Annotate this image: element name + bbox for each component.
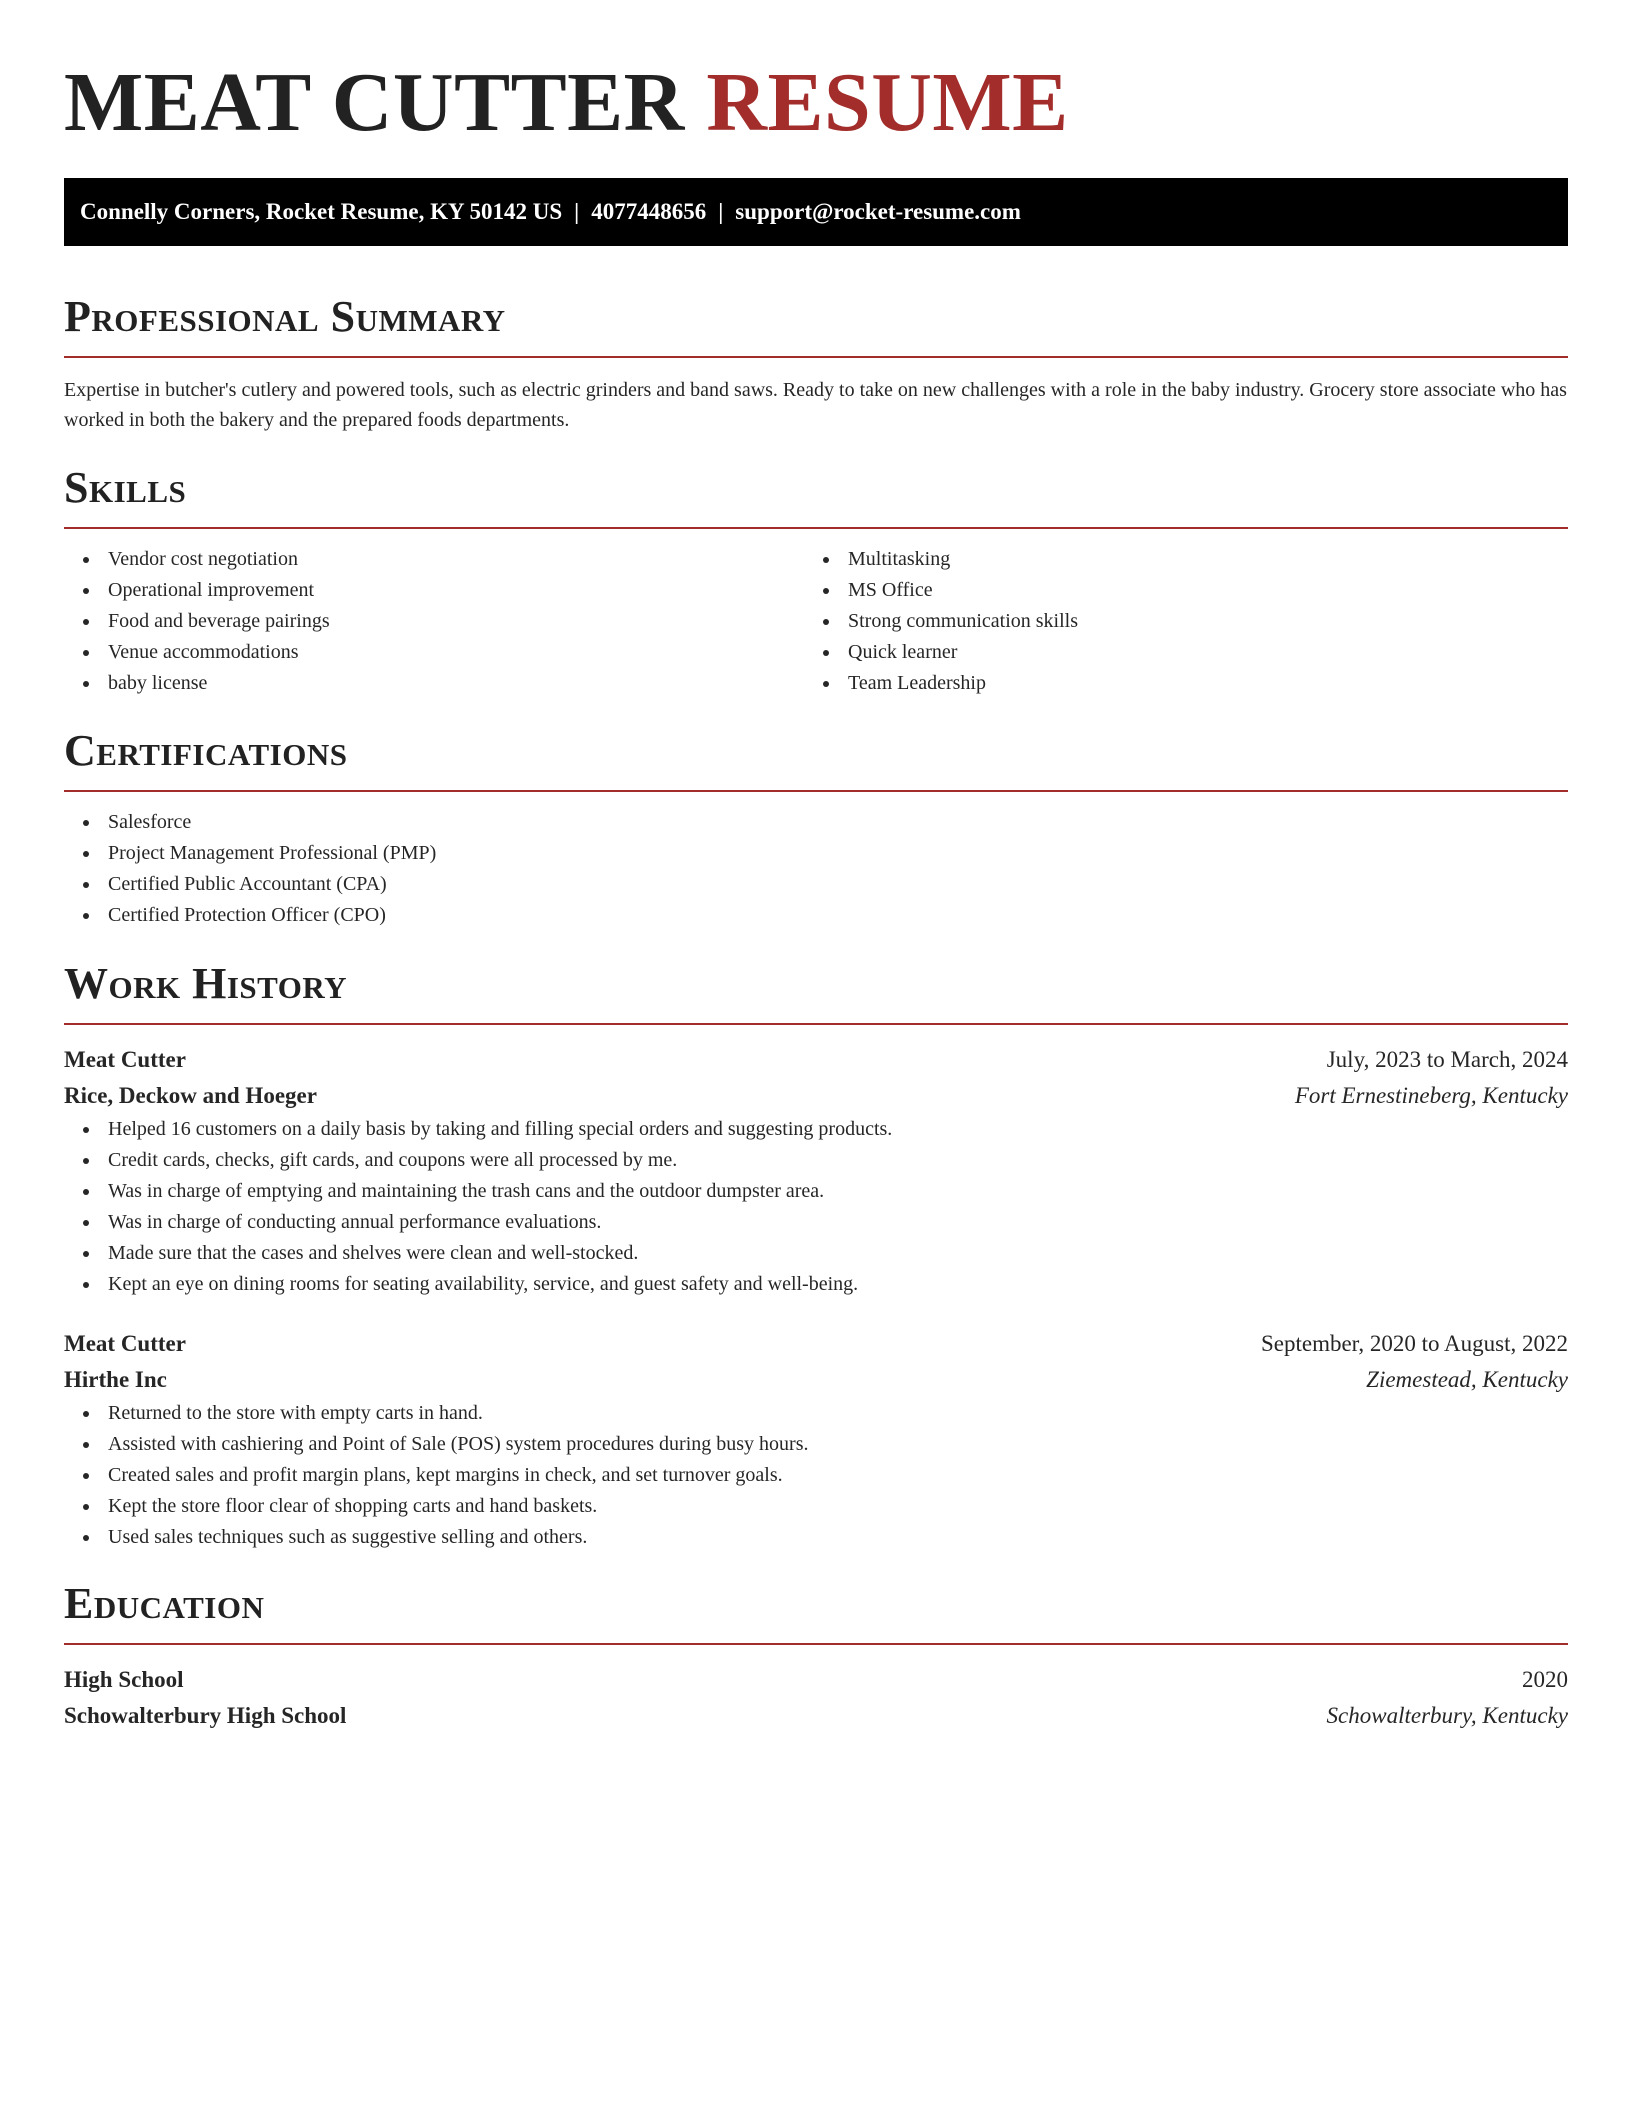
contact-email: support@rocket-resume.com: [735, 199, 1021, 224]
certifications-heading: Certifications: [64, 726, 348, 775]
skill-item: Operational improvement: [64, 575, 804, 606]
summary-text: Expertise in butcher's cutlery and powered tools, such as electric grinders and band saws. Ready to take on new challenges with a role in the baby industry. Grocery store associate who has worked in both the bakery and the prepared foods departments.: [64, 379, 1567, 431]
job-duty: Created sales and profit margin plans, kept margins in check, and set turnover goals.: [64, 1460, 1568, 1491]
work-history-section: [64, 959, 1568, 1553]
education-year: 2020: [1522, 1667, 1568, 1692]
section-divider: [64, 1023, 1568, 1025]
job-duty: Was in charge of conducting annual performance evaluations.: [64, 1207, 1568, 1238]
job-header-row: [64, 1326, 1568, 1362]
education-entry: [64, 1662, 1568, 1734]
education-section: [64, 1579, 1568, 1734]
job-duty: Used sales techniques such as suggestive selling and others.: [64, 1522, 1568, 1553]
job-title: Meat Cutter: [64, 1331, 186, 1356]
skills-heading: Skills: [64, 463, 187, 512]
title-main: MEAT CUTTER: [64, 56, 685, 149]
contact-separator: |: [718, 199, 724, 224]
skill-item: Quick learner: [804, 637, 1544, 668]
section-divider: [64, 1643, 1568, 1645]
education-location: Schowalterbury, Kentucky: [1326, 1703, 1568, 1728]
job-duty: Assisted with cashiering and Point of Sale (POS) system procedures during busy hours.: [64, 1429, 1568, 1460]
skill-item: Venue accommodations: [64, 637, 804, 668]
certifications-section: [64, 726, 1568, 931]
skill-item: Vendor cost negotiation: [64, 544, 804, 575]
job-duty: Returned to the store with empty carts in hand.: [64, 1398, 1568, 1429]
skill-item: Team Leadership: [804, 668, 1544, 699]
skill-item: baby license: [64, 668, 804, 699]
skill-item: Strong communication skills: [804, 606, 1544, 637]
certification-item: Salesforce: [64, 807, 1568, 838]
job-duties-list: [64, 1398, 1568, 1553]
job-company: Hirthe Inc: [64, 1367, 167, 1392]
summary-heading: Professional Summary: [64, 292, 506, 341]
section-divider: [64, 790, 1568, 792]
job-company-row: [64, 1362, 1568, 1398]
job-duty: Credit cards, checks, gift cards, and coupons were all processed by me.: [64, 1145, 1568, 1176]
job-duty: Kept the store floor clear of shopping carts and hand baskets.: [64, 1491, 1568, 1522]
contact-bar: [64, 178, 1568, 246]
education-degree: High School: [64, 1667, 184, 1692]
job-header-row: [64, 1042, 1568, 1078]
job-company: Rice, Deckow and Hoeger: [64, 1083, 317, 1108]
certifications-list: [64, 807, 1568, 931]
education-degree-row: [64, 1662, 1568, 1698]
contact-address: Connelly Corners, Rocket Resume, KY 50142 US: [80, 199, 563, 224]
job-duty: Kept an eye on dining rooms for seating availability, service, and guest safety and well-being.: [64, 1269, 1568, 1300]
job-duty: Made sure that the cases and shelves were clean and well-stocked.: [64, 1238, 1568, 1269]
contact-phone: 4077448656: [591, 199, 707, 224]
job-entry: [64, 1042, 1568, 1300]
skills-list-left: [64, 544, 804, 699]
job-title: Meat Cutter: [64, 1047, 186, 1072]
education-heading: Education: [64, 1579, 265, 1628]
skill-item: Food and beverage pairings: [64, 606, 804, 637]
job-duty: Helped 16 customers on a daily basis by taking and filling special orders and suggesting products.: [64, 1114, 1568, 1145]
skills-section: [64, 463, 1568, 699]
skills-list-right: [804, 544, 1544, 699]
job-location: Fort Ernestineberg, Kentucky: [1294, 1083, 1568, 1108]
education-school-row: [64, 1698, 1568, 1734]
section-divider: [64, 527, 1568, 529]
job-entry: [64, 1326, 1568, 1553]
job-duty: Was in charge of emptying and maintaining the trash cans and the outdoor dumpster area.: [64, 1176, 1568, 1207]
job-location: Ziemestead, Kentucky: [1366, 1367, 1568, 1392]
job-dates: September, 2020 to August, 2022: [1260, 1331, 1568, 1356]
job-duties-list: [64, 1114, 1568, 1300]
summary-section: [64, 292, 1568, 435]
skill-item: MS Office: [804, 575, 1544, 606]
skills-grid: [64, 544, 1568, 699]
skill-item: Multitasking: [804, 544, 1544, 575]
title-accent: RESUME: [706, 56, 1069, 149]
contact-separator: |: [574, 199, 580, 224]
certification-item: Certified Protection Officer (CPO): [64, 900, 1568, 931]
certification-item: Certified Public Accountant (CPA): [64, 869, 1568, 900]
section-divider: [64, 356, 1568, 358]
work-history-heading: Work History: [64, 959, 348, 1008]
job-dates: July, 2023 to March, 2024: [1326, 1047, 1568, 1072]
resume-title: [64, 58, 1568, 148]
job-company-row: [64, 1078, 1568, 1114]
certification-item: Project Management Professional (PMP): [64, 838, 1568, 869]
education-school: Schowalterbury High School: [64, 1703, 347, 1728]
